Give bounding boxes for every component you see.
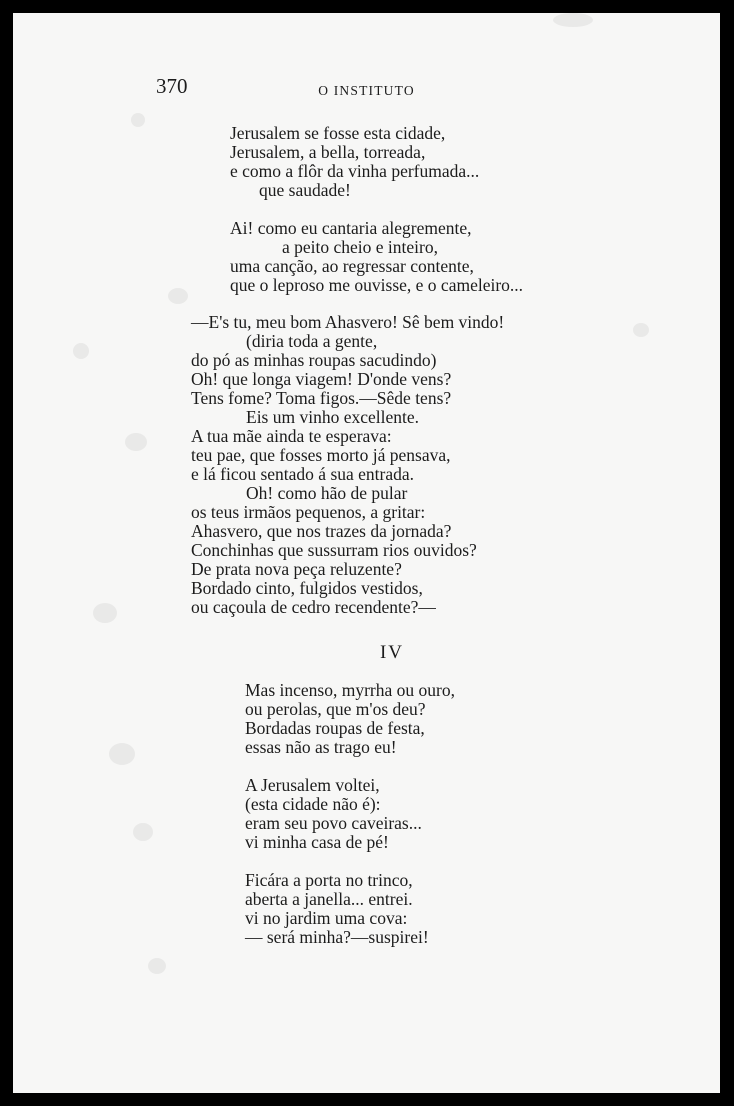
verse-line: essas não as trago eu! xyxy=(245,737,397,757)
verse-line: (diria toda a gente, xyxy=(246,331,378,351)
verse-line: e lá ficou sentado á sua entrada. xyxy=(191,464,415,484)
section-heading: IV xyxy=(379,642,405,663)
verse-line: vi minha casa de pé! xyxy=(245,832,389,852)
verse-line: Bordadas roupas de festa, xyxy=(245,718,425,738)
verse-line: ou caçoula de cedro recendente?— xyxy=(191,597,436,617)
verse-line: — será minha?—suspirei! xyxy=(245,927,429,947)
verse-line: que o leproso me ouvisse, e o cameleiro... xyxy=(230,275,524,295)
verse-line: A tua mãe ainda te esperava: xyxy=(191,426,392,446)
verse-line: Bordado cinto, fulgidos vestidos, xyxy=(191,578,423,598)
verse-line: que saudade! xyxy=(259,180,351,200)
verse-line: Oh! que longa viagem! D'onde vens? xyxy=(191,369,452,389)
verse-line: do pó as minhas roupas sacudindo) xyxy=(191,350,437,370)
verse-line: Ai! como eu cantaria alegremente, xyxy=(230,218,472,238)
running-head: O INSTITUTO xyxy=(318,83,415,98)
verse-line: Jerusalem se fosse esta cidade, xyxy=(230,123,446,143)
verse-line: De prata nova peça reluzente? xyxy=(191,559,402,579)
verse-line: Tens fome? Toma figos.—Sêde tens? xyxy=(191,388,452,408)
book-page xyxy=(13,13,720,1093)
verse-line: Ahasvero, que nos trazes da jornada? xyxy=(191,521,452,541)
verse-line: uma canção, ao regressar contente, xyxy=(230,256,474,276)
verse-line: Ficára a porta no trinco, xyxy=(245,870,413,890)
verse-line: ou perolas, que m'os deu? xyxy=(245,699,426,719)
verse-line: A Jerusalem voltei, xyxy=(245,775,380,795)
verse-line: os teus irmãos pequenos, a gritar: xyxy=(191,502,426,522)
verse-line: teu pae, que fosses morto já pensava, xyxy=(191,445,451,465)
verse-line: Oh! como hão de pular xyxy=(246,483,408,503)
verse-line: e como a flôr da vinha perfumada... xyxy=(230,161,480,181)
page-number: 370 xyxy=(156,74,188,98)
verse-line: Mas incenso, myrrha ou ouro, xyxy=(245,680,455,700)
verse-line: a peito cheio e inteiro, xyxy=(282,237,438,257)
verse-line: eram seu povo caveiras... xyxy=(245,813,422,833)
verse-line: —E's tu, meu bom Ahasvero! Sê bem vindo! xyxy=(191,312,505,332)
verse-line: aberta a janella... entrei. xyxy=(245,889,413,909)
verse-line: Conchinhas que sussurram rios ouvidos? xyxy=(191,540,477,560)
verse-line: Eis um vinho excellente. xyxy=(246,407,420,427)
verse-line: Jerusalem, a bella, torreada, xyxy=(230,142,426,162)
verse-line: (esta cidade não é): xyxy=(245,794,381,814)
verse-line: vi no jardim uma cova: xyxy=(245,908,408,928)
